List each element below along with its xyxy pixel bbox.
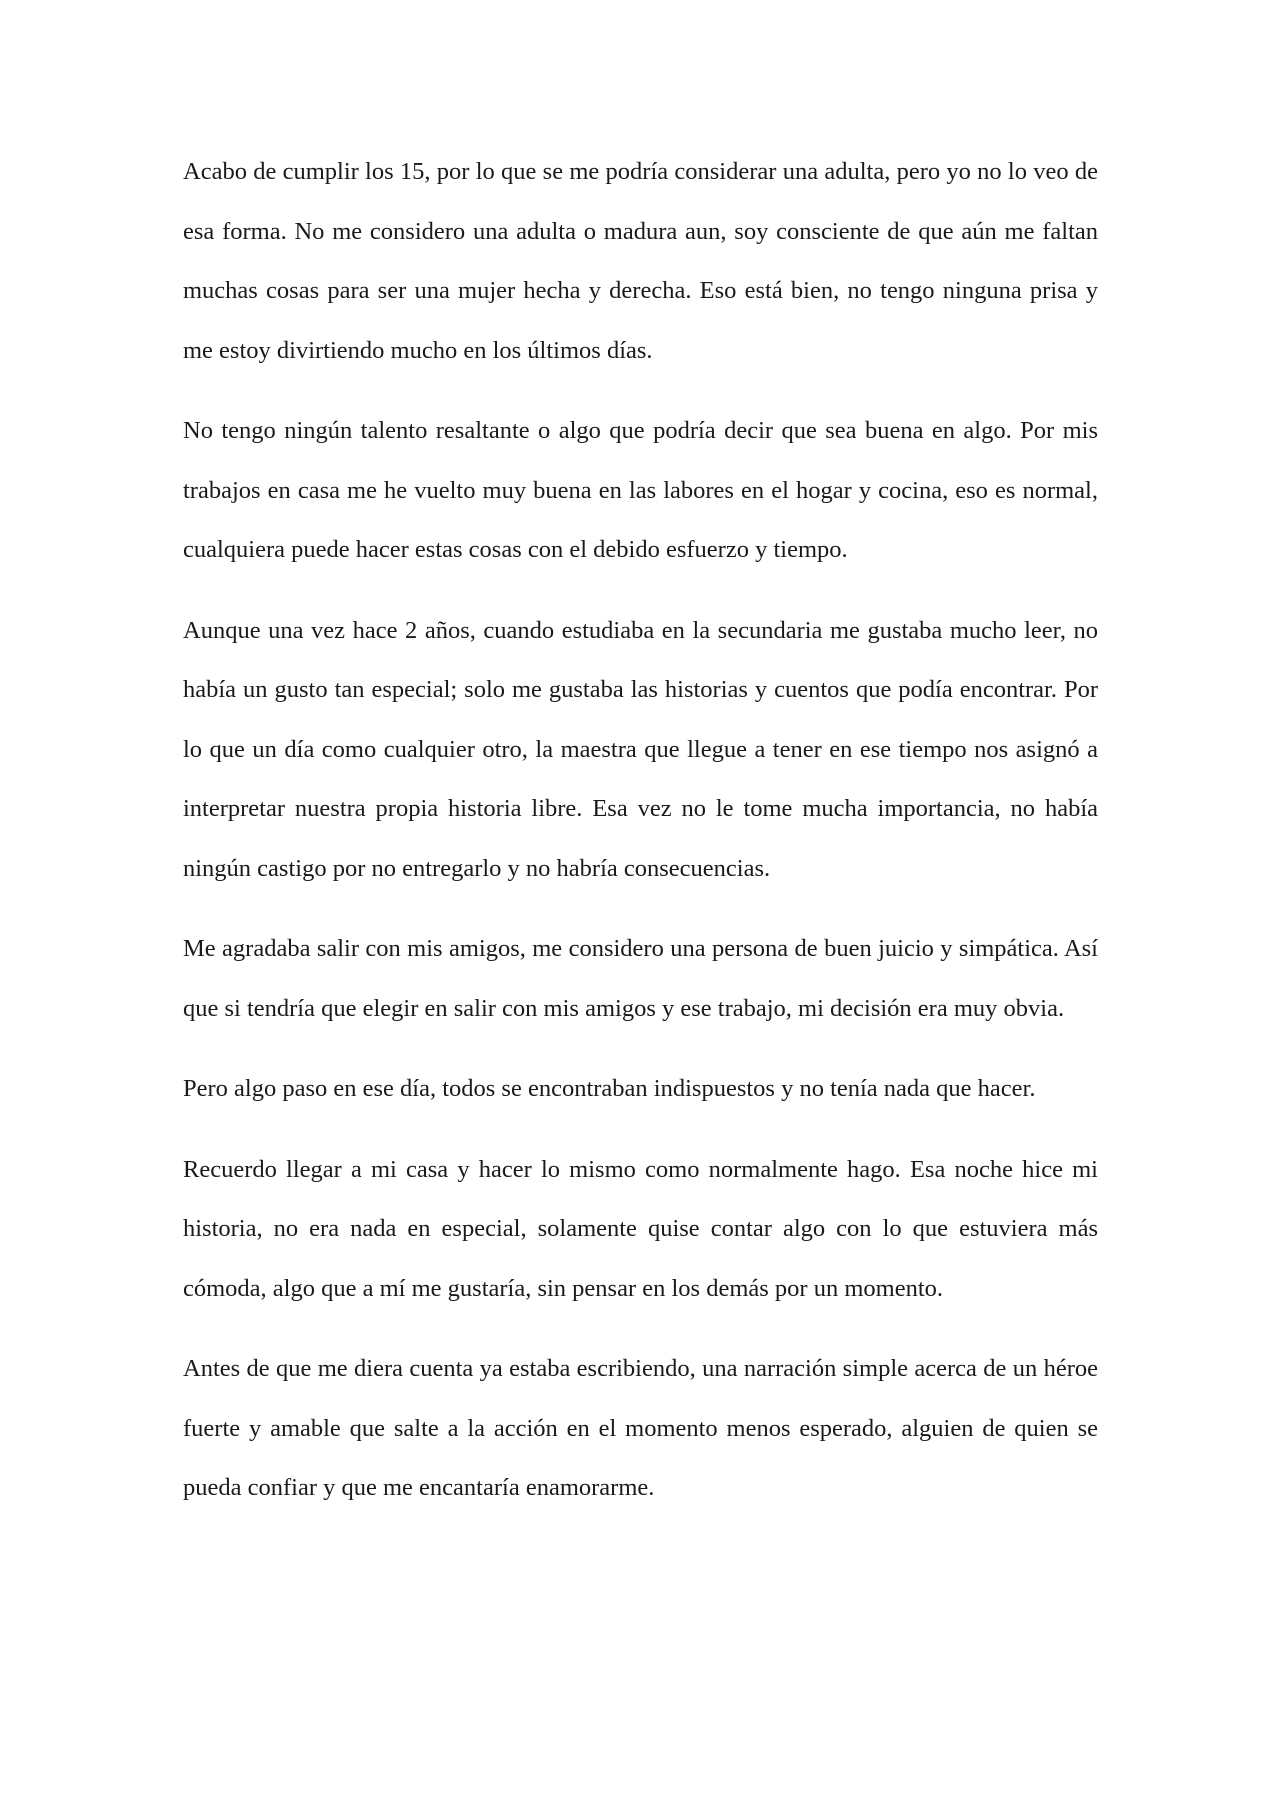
paragraph-6: Recuerdo llegar a mi casa y hacer lo mismo como normalmente hago. Esa noche hice mi historia, no era nada en especial, solamente quise contar algo con lo que estuviera más cómoda, algo que a mí me gustaría, sin pensar en los demás por un momento.	[183, 1155, 1098, 1302]
paragraph-3: Aunque una vez hace 2 años, cuando estudiaba en la secundaria me gustaba mucho leer, no había un gusto tan especial; solo me gustaba las historias y cuentos que podía encontrar. Por lo que un día como cualquier otro, la maestra que llegue a tener en ese tiempo nos asignó a interpretar nuestra propia historia libre. Esa vez no le tome mucha importancia, no había ningún castigo por no entregarlo y no habría consecuencias.	[183, 616, 1098, 882]
document-body	[183, 142, 1098, 1539]
paragraph-1: Acabo de cumplir los 15, por lo que se me podría considerar una adulta, pero yo no lo veo de esa forma. No me considero una adulta o madura aun, soy consciente de que aún me faltan muchas cosas para ser una mujer hecha y derecha. Eso está bien, no tengo ninguna prisa y me estoy divirtiendo mucho en los últimos días.	[183, 158, 1098, 364]
paragraph-2: No tengo ningún talento resaltante o algo que podría decir que sea buena en algo. Por mis trabajos en casa me he vuelto muy buena en las labores en el hogar y cocina, eso es normal, cualquiera puede hacer estas cosas con el debido esfuerzo y tiempo.	[183, 417, 1098, 563]
paragraph-4: Me agradaba salir con mis amigos, me considero una persona de buen juicio y simpática. Así que si tendría que elegir en salir con mis amigos y ese trabajo, mi decisión era muy obvia.	[183, 935, 1098, 1022]
paragraph-5: Pero algo paso en ese día, todos se encontraban indispuestos y no tenía nada que hacer.	[183, 1075, 1036, 1102]
paragraph-7: Antes de que me diera cuenta ya estaba escribiendo, una narración simple acerca de un héroe fuerte y amable que salte a la acción en el momento menos esperado, alguien de quien se pueda confiar y que me encantaría enamorarme.	[183, 1355, 1098, 1501]
